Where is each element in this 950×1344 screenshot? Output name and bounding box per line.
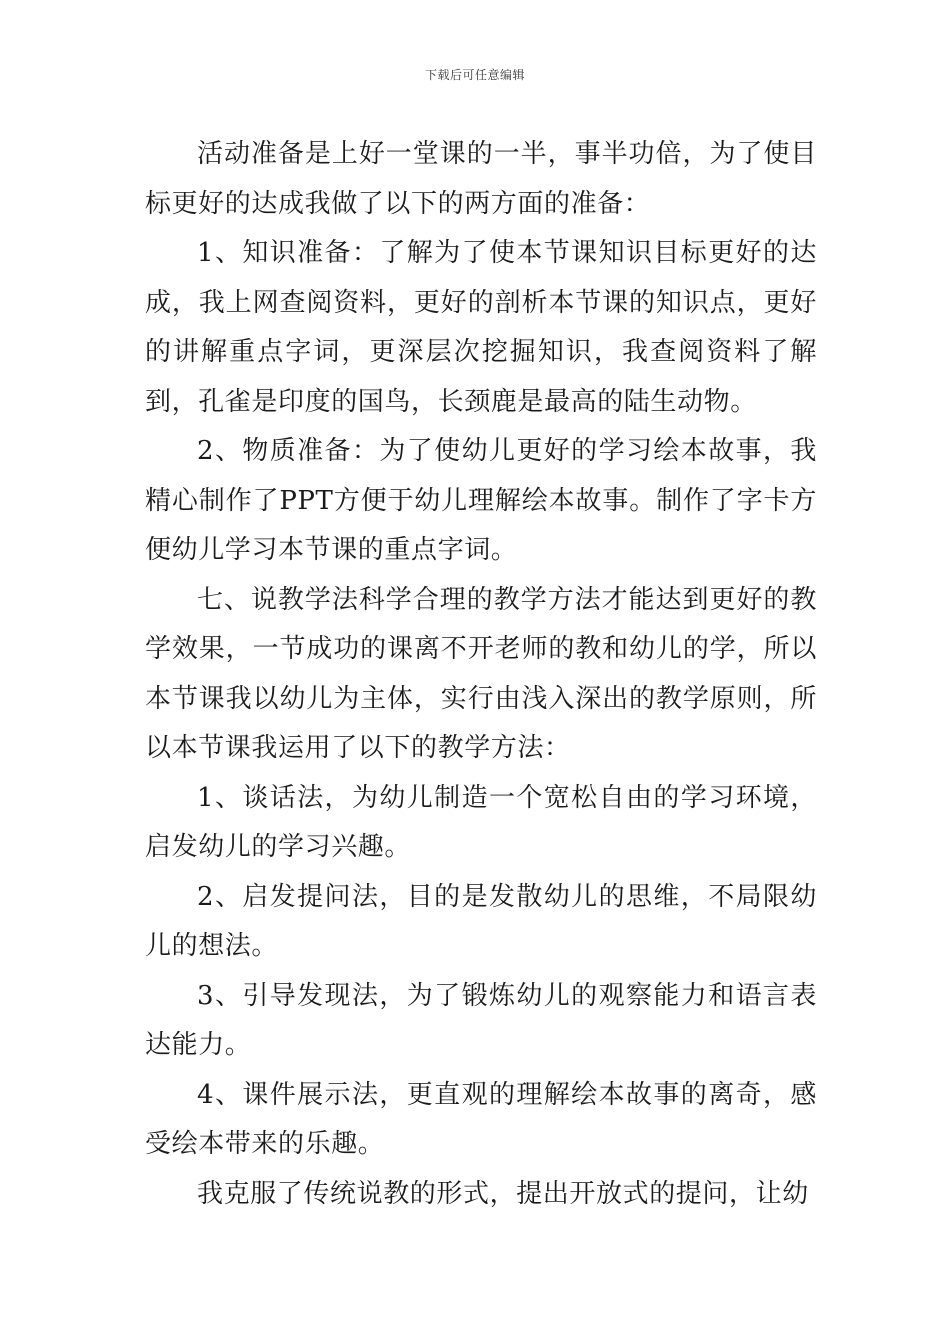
header-note: 下载后可任意编辑: [424, 68, 525, 82]
paragraph-activity-preparation: 活动准备是上好一堂课的一半，事半功倍，为了使目标更好的达成我做了以下的两方面的准备：: [145, 139, 817, 219]
document-body: [145, 130, 817, 1219]
paragraph-method-discovery: 3、引导发现法，为了锻炼幼儿的观察能力和语言表达能力。: [145, 980, 817, 1060]
paragraph-teaching-methods: 七、说教学法科学合理的教学方法才能达到更好的教学效果，一节成功的课离不开老师的教和幼儿的学，所以本节课我以幼儿为主体，实行由浅入深出的教学原则，所以本节课我运用了以下的教学方法：: [145, 584, 817, 763]
paragraph-method-questioning: 2、启发提问法，目的是发散幼儿的思维，不局限幼儿的想法。: [145, 881, 817, 961]
paragraph-closing: 我克服了传统说教的形式，提出开放式的提问，让幼: [197, 1178, 809, 1209]
paragraph-method-courseware: 4、课件展示法，更直观的理解绘本故事的离奇，感受绘本带来的乐趣。: [145, 1079, 817, 1159]
paragraph-knowledge-preparation: 1、知识准备：了解为了使本节课知识目标更好的达成，我上网查阅资料，更好的剖析本节课的知识点，更好的讲解重点字词，更深层次挖掘知识，我查阅资料了解到，孔雀是印度的国鸟，长颈鹿是最高的陆生动物。: [145, 238, 817, 417]
paragraph-material-preparation: 2、物质准备：为了使幼儿更好的学习绘本故事，我精心制作了PPT方便于幼儿理解绘本故事。制作了字卡方便幼儿学习本节课的重点字词。: [145, 436, 817, 565]
paragraph-method-conversation: 1、谈话法，为幼儿制造一个宽松自由的学习环境，启发幼儿的学习兴趣。: [145, 782, 817, 862]
